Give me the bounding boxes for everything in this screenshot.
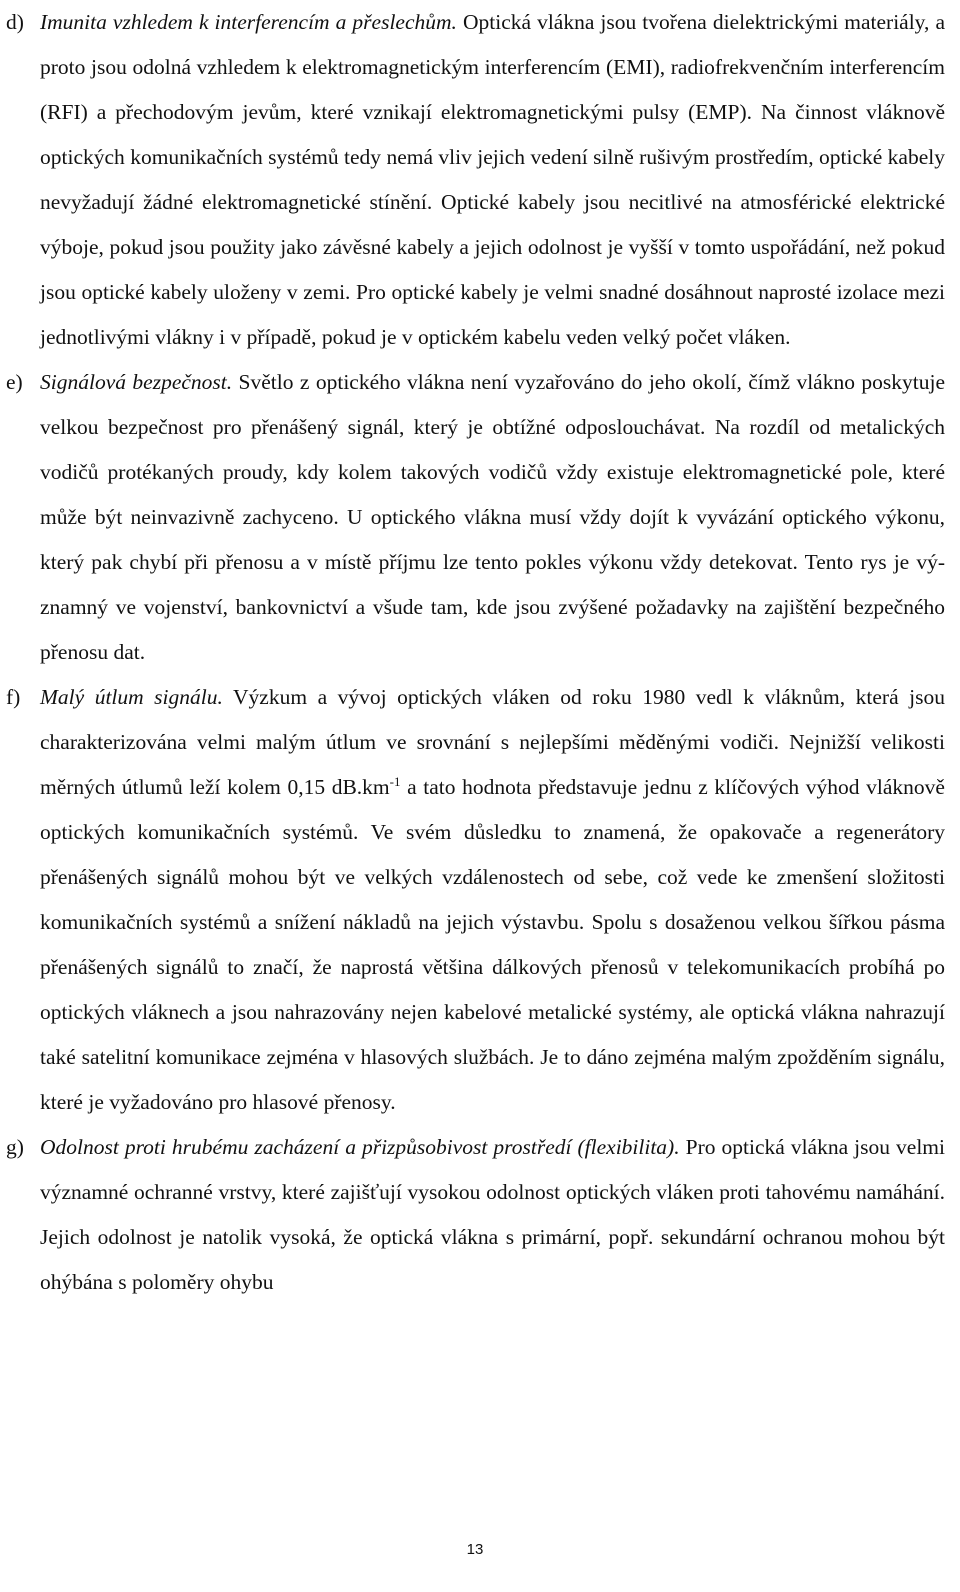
list-item-body xyxy=(40,1125,945,1305)
list-item-text: Optická vlákna jsou tvořena dielektrickými materiály, a proto jsou odolná vzhledem k elektromagnetickým interferencím (EMI), radiofrekvenčním interferencím (RFI) a přechodovým jevům, které vznikají elektromagnetickými pulsy (EMP). Na činnost vláknově optických komunikačních systémů tedy nemá vliv jejich vedení silně rušivým prostředím, optické kabely nevyžadují žádné elektromagnetické stínění. Optické kabely jsou necitlivé na atmosférické elektrické výboje, pokud jsou použity jako závěsné kabely a jejich odolnost je vyšší v tomto uspořádání, než pokud jsou optické kabely uloženy v zemi. Pro optické kabely je velmi snadné dosáhnout naprosté izolace mezi jednotlivými vlákny i v případě, pokud je v optickém kabelu veden velký počet vláken. xyxy=(40,10,945,349)
list-item-g xyxy=(6,1125,945,1305)
list-item-text-continued: a tato hodnota představuje jednu z klíčových výhod vláknově optických komunikačních systémů. Ve svém důsledku to znamená, že opakovače a regenerátory přenášených signálů mohou být ve velkých vzdálenostech od sebe, což vede ke zmenšení složitosti komunikačních systémů a snížení nákladů na jejich výstavbu. Spolu s dosaženou velkou šířkou pásma přenášených signálů to značí, že naprostá většina dálkových přenosů v telekomunikacích probíhá po optických vláknech a jsou nahrazovány nejen kabelové metalické systémy, ale optická vlákna nahrazují také satelitní komunikace zejména v hlasových službách. Je to dáno zejména malým zpožděním signálu, které je vyžadováno pro hlasové přenosy. xyxy=(40,775,945,1114)
superscript-exponent: -1 xyxy=(389,773,401,789)
page-number: 13 xyxy=(466,1541,484,1558)
list-item-body xyxy=(40,675,945,1125)
list-item-f xyxy=(6,675,945,1125)
list-item-label: f) xyxy=(6,685,21,709)
list-item-text: Světlo z optického vlákna není vyzařováno do jeho okolí, čímž vlákno poskytuje velkou bezpečnost pro přenášený signál, který je obtížné odposlouchávat. Na rozdíl od metalických vodičů protékaných proudy, kdy kolem takových vodičů vždy existuje elektromagnetické pole, které může být neinvazivně zachyceno. U optického vlákna musí vždy dojít k vyvázání optického výkonu, který pak chybí při přenosu a v místě příjmu lze tento pokles výkonu vždy detekovat. Tento rys je významný ve vojenství, bankovnictví a všude tam, kde jsou zvýšené požadavky na zajištění bezpečného přenosu dat. xyxy=(40,370,945,664)
list-item-text: Pro optická vlákna jsou velmi významné ochranné vrstvy, které zajišťují vysokou odolnost optických vláken proti tahovému namáhání. Jejich odolnost je natolik vysoká, že optická vlákna s primární, popř. sekundární ochranou mohou být ohýbána s poloměry ohybu xyxy=(40,1135,945,1294)
list-item-d xyxy=(6,0,945,360)
list-item-title: Malý útlum signálu. xyxy=(40,685,223,709)
list-item-body xyxy=(40,360,945,675)
list-item-title: Imunita vzhledem k interferencím a přeslechům. xyxy=(40,10,457,34)
list-item-label: d) xyxy=(6,10,24,34)
list-item-label: g) xyxy=(6,1135,24,1159)
list-item-e xyxy=(6,360,945,675)
list-item-title: Signálová bezpečnost. xyxy=(40,370,233,394)
list-item-text: Výzkum a vývoj optických vláken od roku 1980 vedl k vláknům, která jsou charakterizována velmi malým útlum ve srovnání s nejlepšími měděnými vodiči. Nejnižší velikosti měrných útlumů leží kolem 0,15 dB.km xyxy=(40,685,945,799)
list-item-title: Odolnost proti hrubému zacházení a přizpůsobivost prostředí (flexibilita). xyxy=(40,1135,680,1159)
list-item-body xyxy=(40,0,945,360)
list-item-label: e) xyxy=(6,370,23,394)
